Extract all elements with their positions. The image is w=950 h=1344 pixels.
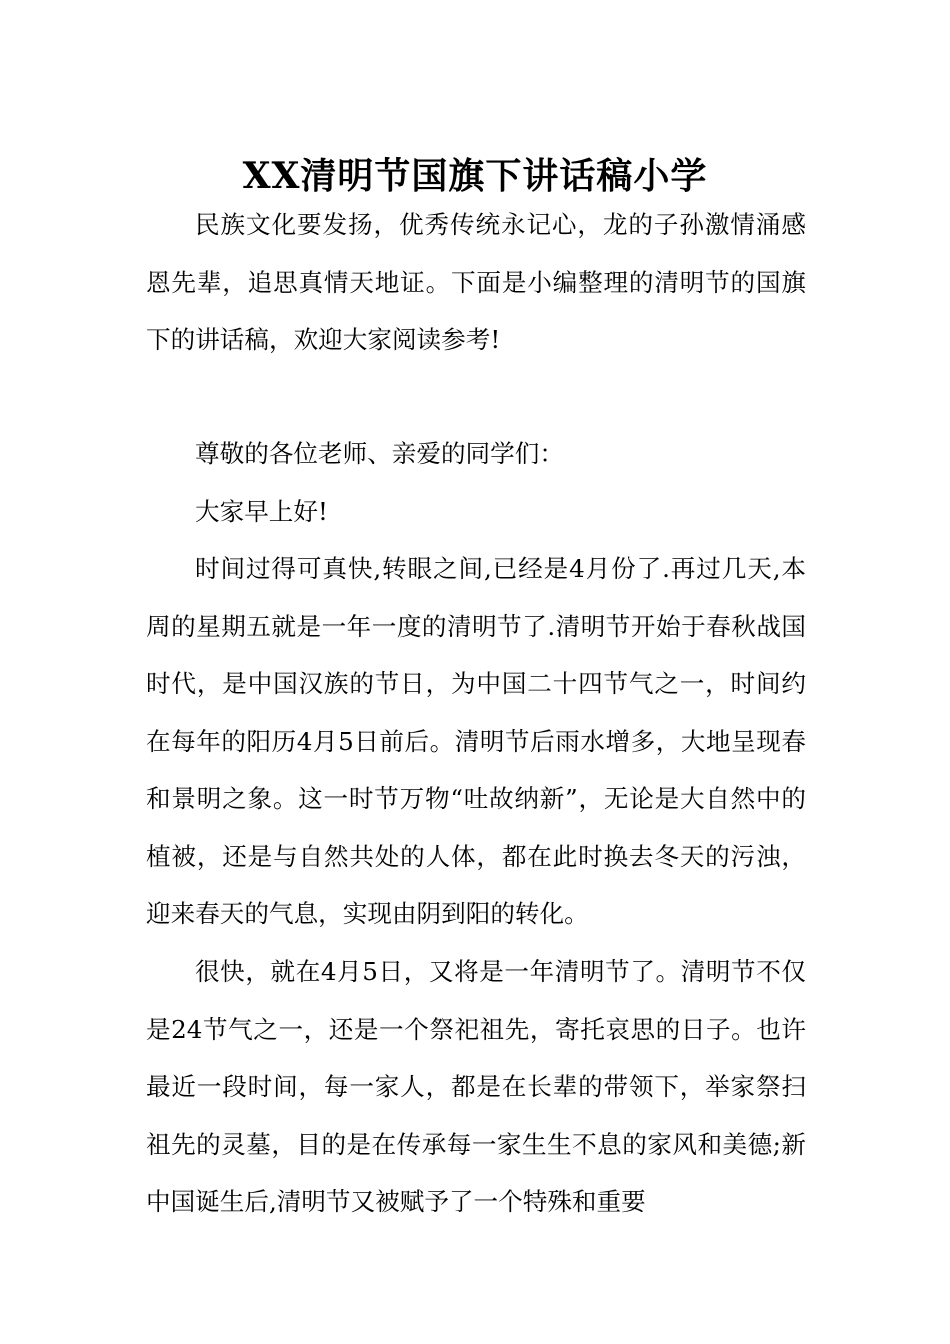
hello-line: 大家早上好! (195, 497, 328, 526)
body-paragraph-1: 时间过得可真快,转眼之间,已经是4月份了.再过几天,本周的星期五就是一年一度的清明节了.清明节开始于春秋战国时代，是中国汉族的节日，为中国二十四节气之一，时间约在每年的阳历4月5日前后。清明节后雨水增多，大地呈现春和景明之象。这一时节万物“吐故纳新”，无论是大自然中的植被，还是与自然共处的人体，都在此时换去冬天的污浊，迎来春天的气息，实现由阴到阳的转化。 (146, 554, 806, 928)
intro-paragraph: 民族文化要发扬，优秀传统永记心，龙的子孙激情涌感恩先辈，追思真情天地证。下面是小编整理的清明节的国旗下的讲话稿，欢迎大家阅读参考! (146, 210, 806, 354)
body-paragraph-2: 很快，就在4月5日，又将是一年清明节了。清明节不仅是24节气之一，还是一个祭祀祖先，寄托哀思的日子。也许最近一段时间，每一家人，都是在长辈的带领下，举家祭扫祖先的灵墓，目的是在传承每一家生生不息的家风和美德;新中国诞生后,清明节又被赋予了一个特殊和重要 (146, 957, 806, 1216)
document-title: XX清明节国旗下讲话稿小学 (242, 155, 708, 198)
greeting-line: 尊敬的各位老师、亲爱的同学们： (195, 439, 564, 468)
